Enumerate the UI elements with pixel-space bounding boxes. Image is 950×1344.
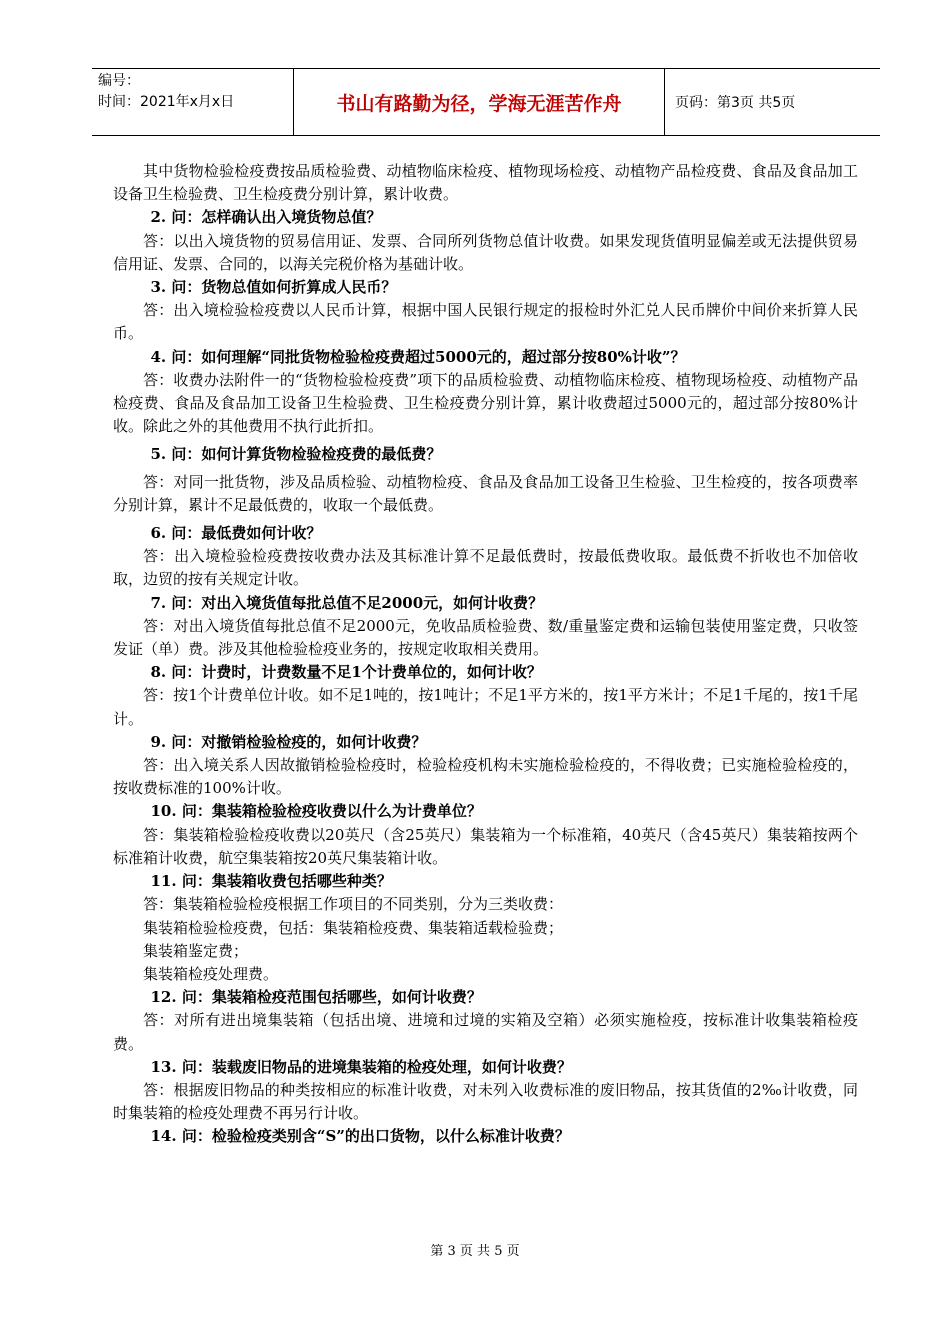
question-3: 3. 问：货物总值如何折算成人民币？ (150, 278, 397, 297)
header-motto: 书山有路勤为径，学海无涯苦作舟 (293, 69, 665, 135)
answer-11: 答：集装箱检验检疫根据工作项目的不同类别，分为三类收费： (143, 895, 564, 914)
answer-13: 答：根据废旧物品的种类按相应的标准计收费，对未列入收费标准的废旧物品，按其货值的2‰计收费，同时集装箱的检疫处理费不再另行计收。 (113, 1080, 858, 1123)
header-page-label: 页码：第3页 共5页 (675, 95, 796, 111)
question-5: 5. 问：如何计算货物检验检疫费的最低费？ (150, 445, 442, 464)
code-label: 编号： (98, 73, 140, 89)
answer-11-item-1: 集装箱检验检疫费，包括：集装箱检疫费、集装箱适载检验费； (143, 918, 564, 937)
question-8: 8. 问：计费时，计费数量不足1个计费单位的，如何计收？ (150, 663, 542, 682)
question-6: 6. 问：最低费如何计收？ (150, 524, 322, 543)
answer-6: 答：出入境检验检疫费按收费办法及其标准计算不足最低费时，按最低费收取。最低费不折收也不加倍收取，边贸的按有关规定计收。 (113, 547, 858, 589)
question-2: 2. 问：怎样确认出入境货物总值？ (150, 208, 382, 227)
question-9: 9. 问：对撤销检验检疫的，如何计收费？ (150, 732, 427, 751)
answer-9: 答：出入境关系人因故撤销检验检疫时，检验检疫机构未实施检验检疫的，不得收费；已实施检验检疫的，按收费标准的100%计收。 (113, 756, 858, 798)
answer-4: 答：收费办法附件一的“货物检验检疫费”项下的品质检验费、动植物临床检疫、植物现场检疫、动植物产品检疫费、食品及食品加工设备卫生检验费、卫生检疫费分别计算，累计收费超过5000元的，超过部分按80%计收。除此之外的其他费用不执行此折扣。 (113, 370, 858, 436)
page-header (92, 68, 880, 136)
time-label: 时间：2021年x月x日 (98, 94, 235, 110)
question-10: 10. 问：集装箱检验检疫收费以什么为计费单位？ (150, 802, 482, 821)
answer-3: 答：出入境检验检疫费以人民币计算，根据中国人民银行规定的报检时外汇兑人民币牌价中间价来折算人民币。 (113, 301, 858, 343)
question-4: 4. 问：如何理解“同批货物检验检疫费超过5000元的，超过部分按80%计收”？ (150, 347, 686, 366)
document-body (113, 160, 858, 1149)
answer-10: 答：集装箱检验检疫收费以20英尺（含25英尺）集装箱为一个标准箱，40英尺（含45英尺）集装箱按两个标准箱计收费，航空集装箱按20英尺集装箱计收。 (113, 825, 858, 867)
header-meta (92, 69, 293, 135)
answer-7: 答：对出入境货值每批总值不足2000元，免收品质检验费、数/重量鉴定费和运输包装使用鉴定费，只收签发证（单）费。涉及其他检验检疫业务的，按规定收取相关费用。 (113, 616, 858, 659)
question-14: 14. 问：检验检疫类别含“S”的出口货物，以什么标准计收费？ (150, 1127, 570, 1146)
answer-11-item-2: 集装箱鉴定费； (143, 941, 249, 960)
question-7: 7. 问：对出入境货值每批总值不足2000元，如何计收费？ (150, 593, 544, 612)
answer-2: 答：以出入境货物的贸易信用证、发票、合同所列货物总值计收费。如果发现货值明显偏差或无法提供贸易信用证、发票、合同的，以海关完税价格为基础计收。 (113, 231, 858, 273)
question-13: 13. 问：装载废旧物品的进境集装箱的检疫处理，如何计收费？ (150, 1057, 572, 1076)
answer-11-item-3: 集装箱检疫处理费。 (143, 964, 279, 983)
question-11: 11. 问：集装箱收费包括哪些种类？ (150, 872, 392, 891)
page-footer: 第 3 页 共 5 页 (430, 1244, 520, 1259)
answer-5: 答：对同一批货物，涉及品质检验、动植物检疫、食品及食品加工设备卫生检验、卫生检疫的，按各项费率分别计算，累计不足最低费的，收取一个最低费。 (113, 472, 858, 514)
answer-12: 答：对所有进出境集装箱（包括出境、进境和过境的实箱及空箱）必须实施检疫，按标准计收集装箱检疫费。 (113, 1011, 858, 1053)
question-12: 12. 问：集装箱检疫范围包括哪些，如何计收费？ (150, 988, 482, 1007)
intro-paragraph: 其中货物检验检疫费按品质检验费、动植物临床检疫、植物现场检疫、动植物产品检疫费、食品及食品加工设备卫生检验费、卫生检疫费分别计算，累计收费。 (113, 162, 858, 204)
answer-8: 答：按1个计费单位计收。如不足1吨的，按1吨计；不足1平方米的，按1平方米计；不足1千尾的，按1千尾计。 (113, 686, 858, 728)
